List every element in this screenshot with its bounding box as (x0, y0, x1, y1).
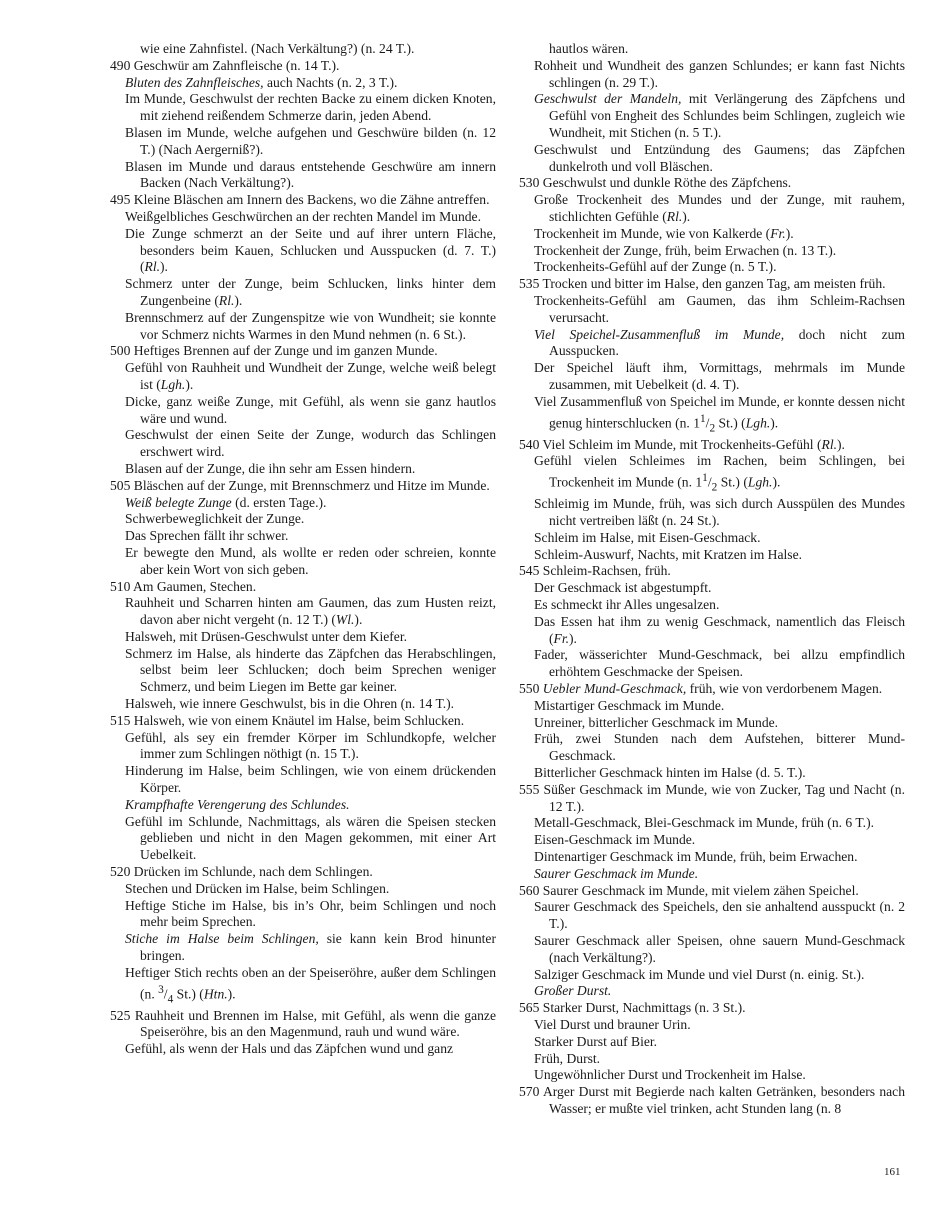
entry-text: Brennschmerz auf der Zungenspitze wie von Wundheit; sie konnte vor Schmerz nichts Warmes in den Mund nehmen (n. 6 St.). (125, 309, 496, 342)
entry-550 (519, 681, 905, 698)
entry-text: Die Zunge schmerzt an der Seite und auf ihrer untern Fläche, besonders beim Kauen, Schlucken und Ausspucken (d. 7. T.) (Rl.). (125, 225, 496, 275)
entry-number: 510 (110, 578, 134, 594)
left-column (110, 41, 496, 1058)
page-number: 161 (884, 1166, 901, 1178)
entry-text: Süßer Geschmack im Munde, wie von Zucker, Tag und Nacht (n. 12 T.). (543, 781, 905, 814)
entry-text: Es schmeckt ihr Alles ungesalzen. (534, 597, 720, 612)
entry-text: Halsweh, wie innere Geschwulst, bis in die Ohren (n. 14 T.). (125, 696, 455, 712)
entry-545 (519, 563, 905, 580)
entry-text: Bitterlicher Geschmack hinten im Halse (d. 5. T.). (534, 764, 806, 780)
entry-text: Saurer Geschmack aller Speisen, ohne sauern Mund-Geschmack (nach Verkältung?). (534, 932, 905, 965)
entry-495 (110, 192, 496, 209)
entry-text: Salziger Geschmack im Munde und viel Durst (n. einig. St.). (534, 966, 865, 982)
entry-text: Heftiger Stich rechts oben an der Speiseröhre, außer dem Schlingen (n. $^3/_4$ St.) (Htn.). (125, 964, 496, 1005)
entry-continuation: hautlos wären. (549, 41, 629, 56)
entry-text: Viel Zusammenfluß von Speichel im Munde, er konnte dessen nicht genug hinterschlucken (n. $1^1/_2$ St.) (Lgh.). (534, 393, 905, 434)
entry-number: 520 (110, 864, 134, 880)
entry-text: Dicke, ganz weiße Zunge, mit Gefühl, als wenn sie ganz hautlos wäre und wund. (125, 393, 496, 426)
entry-text: Saurer Geschmack im Munde, mit vielem zähen Speichel. (542, 882, 859, 898)
entry-number: 495 (110, 192, 134, 208)
entry-text: Gefühl vielen Schleimes im Rachen, beim Schlingen, bei Trockenheit im Munde (n. $1^1/_2$ St.) (Lgh.). (534, 453, 905, 494)
entry-text: Trocken und bitter im Halse, den ganzen Tag, am meisten früh. (542, 276, 886, 292)
entry-text: Schleim-Rachsen, früh. (542, 563, 671, 579)
entry-text: Trockenheits-Gefühl auf der Zunge (n. 5 T.). (534, 259, 777, 275)
entry-text: Geschwulst und Entzündung des Gaumens; das Zäpfchen dunkelroth und voll Bläschen. (534, 141, 905, 174)
entry-text: Mistartiger Geschmack im Munde. (534, 697, 725, 713)
entry-text: Bluten des Zahnfleisches, auch Nachts (n. 2, 3 T.). (125, 74, 398, 90)
entry-number: 525 (110, 1007, 135, 1023)
entry-number: 545 (519, 563, 543, 579)
entry-number: 570 (519, 1084, 543, 1100)
entry-number: 535 (519, 276, 543, 292)
entry-text: Weiß belegte Zunge (d. ersten Tage.). (125, 494, 327, 510)
entry-text: Schwerbeweglichkeit der Zunge. (125, 511, 305, 527)
entry-text: Dintenartiger Geschmack im Munde, früh, beim Erwachen. (534, 848, 858, 864)
entry-text: Der Geschmack ist abgestumpft. (534, 580, 712, 596)
entry-text: Arger Durst mit Begierde nach kalten Getränken, besonders nach Wasser; er mußte viel trinken, acht Stunden lang (n. 8 (542, 1084, 905, 1116)
entry-565 (519, 1000, 905, 1017)
entry-520 (110, 864, 496, 881)
right-column (519, 41, 905, 1118)
entry-text: Früh, Durst. (534, 1050, 601, 1066)
entry-text: Trockenheit im Munde, wie von Kalkerde (Fr.). (534, 225, 794, 241)
entry-text: Heftige Stiche im Halse, bis in’s Ohr, beim Schlingen und noch mehr beim Sprechen. (125, 897, 496, 930)
entry-number: 515 (110, 712, 134, 728)
entry-text: Stechen und Drücken im Halse, beim Schlingen. (125, 880, 390, 896)
entry-530 (519, 175, 905, 192)
entry-text: Viel Durst und brauner Urin. (534, 1016, 691, 1032)
entry-continuation: wie eine Zahnfistel. (Nach Verkältung?) (n. 24 T.). (140, 41, 415, 56)
entry-515 (110, 713, 496, 730)
entry-490 (110, 58, 496, 75)
entry-text: Starker Durst, Nachmittags (n. 3 St.). (542, 1000, 746, 1016)
entry-text: Schleim im Halse, mit Eisen-Geschmack. (534, 529, 761, 545)
entry-text: Gefühl, als wenn der Hals und das Zäpfchen wund und ganz (125, 1041, 454, 1057)
entry-text: Geschwulst der einen Seite der Zunge, wodurch das Schlingen erschwert wird. (125, 427, 496, 460)
entry-text: Hinderung im Halse, beim Schlingen, wie von einem drückenden Körper. (125, 763, 496, 796)
entry-text: Geschwür am Zahnfleische (n. 14 T.). (133, 57, 340, 73)
entry-text: Kleine Bläschen am Innern des Backens, wo die Zähne antreffen. (133, 192, 490, 208)
entry-text: Blasen auf der Zunge, die ihn sehr am Essen hindern. (125, 460, 416, 476)
entry-text: Weißgelbliches Geschwürchen an der rechten Mandel im Munde. (125, 208, 481, 224)
entry-number: 560 (519, 882, 543, 898)
entry-text: Halsweh, mit Drüsen-Geschwulst unter dem Kiefer. (125, 628, 407, 644)
entry-text: Drücken im Schlunde, nach dem Schlingen. (133, 864, 373, 880)
entry-500 (110, 343, 496, 360)
entry-text: Gefühl von Rauhheit und Wundheit der Zunge, welche weiß belegt ist (Lgh.). (125, 360, 496, 392)
entry-text: Große Trockenheit des Mundes und der Zunge, mit rauhem, stichlichten Gefühle (Rl.). (534, 192, 905, 224)
entry-text: Blasen im Munde, welche aufgehen und Geschwüre bilden (n. 12 T.) (Nach Aergerniß?). (125, 124, 496, 157)
entry-text: Unreiner, bitterlicher Geschmack im Munde. (534, 714, 779, 730)
entry-535 (519, 276, 905, 293)
entry-text: Uebler Mund-Geschmack, früh, wie von verdorbenem Magen. (542, 680, 883, 696)
entry-text: Das Essen hat ihm zu wenig Geschmack, namentlich das Fleisch (Fr.). (534, 613, 905, 646)
entry-text: Gefühl, als sey ein fremder Körper im Schlundkopfe, welcher immer zum Schlingen nöthigt (n. 15 T.). (125, 729, 496, 762)
entry-text: Stiche im Halse beim Schlingen, sie kann kein Brod hinunter bringen. (125, 931, 496, 964)
entry-text: Rauhheit und Scharren hinten am Gaumen, das zum Husten reizt, davon aber nicht vergeht (n. 12 T.) (Wl.). (125, 595, 496, 628)
entry-text: Blasen im Munde und daraus entstehende Geschwüre am innern Backen (Nach Verkältung?). (125, 158, 496, 191)
entry-text: Schmerz unter der Zunge, beim Schlucken, links hinter dem Zungenbeine (Rl.). (125, 276, 496, 308)
entry-text: Am Gaumen, Stechen. (133, 578, 257, 594)
entry-540 (519, 437, 905, 454)
entry-number: 565 (519, 1000, 543, 1016)
entry-525 (110, 1008, 496, 1042)
entry-555 (519, 782, 905, 816)
entry-text: Schleim-Auswurf, Nachts, mit Kratzen im Halse. (534, 546, 803, 562)
entry-text: Saurer Geschmack des Speichels, den sie anhaltend ausspuckt (n. 2 T.). (534, 899, 905, 932)
entry-number: 530 (519, 175, 543, 191)
entry-text: Bläschen auf der Zunge, mit Brennschmerz und Hitze im Munde. (133, 477, 490, 493)
entry-text: Im Munde, Geschwulst der rechten Backe zu einem dicken Knoten, mit ziehend reißendem Schmerze darin, jeden Abend. (125, 91, 496, 124)
entry-text: Saurer Geschmack im Munde. (534, 865, 699, 881)
entry-text: Ungewöhnlicher Durst und Trockenheit im Halse. (534, 1067, 806, 1083)
entry-number: 505 (110, 477, 134, 493)
entry-text: Er bewegte den Mund, als wollte er reden oder schreien, konnte aber kein Wort von sich geben. (125, 544, 496, 577)
entry-number: 500 (110, 343, 134, 359)
entry-text: Fader, wässerichter Mund-Geschmack, bei allzu empfindlich erhöhtem Geschmacke der Speisen. (534, 647, 905, 680)
entry-text: Viel Schleim im Munde, mit Trockenheits-Gefühl (Rl.). (542, 436, 845, 452)
entry-text: Geschwulst und dunkle Röthe des Zäpfchens. (542, 175, 792, 191)
entry-text: Schleimig im Munde, früh, was sich durch Ausspülen des Mundes nicht vertreiben läßt (n. 24 St.). (534, 496, 905, 529)
entry-510 (110, 579, 496, 596)
entry-text: Trockenheits-Gefühl am Gaumen, das ihm Schleim-Rachsen verursacht. (534, 292, 905, 325)
entry-text: Metall-Geschmack, Blei-Geschmack im Munde, früh (n. 6 T.). (534, 815, 874, 831)
entry-text: Trockenheit der Zunge, früh, beim Erwachen (n. 13 T.). (534, 242, 837, 258)
entry-text: Halsweh, wie von einem Knäutel im Halse, beim Schlucken. (133, 712, 465, 728)
entry-text: Rauhheit und Brennen im Halse, mit Gefühl, als wenn die ganze Speiseröhre, bis an den Magenmund, rauh und wund wäre. (134, 1007, 496, 1040)
entry-text: Großer Durst. (534, 983, 612, 999)
entry-text: Heftiges Brennen auf der Zunge und im ganzen Munde. (133, 343, 438, 359)
entry-number: 540 (519, 436, 543, 452)
entry-text: Schmerz im Halse, als hinderte das Zäpfchen das Herabschlingen, selbst beim leer Schlucken; doch beim Sprechen weniger Schmerz, und beim Liegen im Bette gar keiner. (125, 645, 496, 695)
entry-number: 550 (519, 680, 543, 696)
entry-text: Geschwulst der Mandeln, mit Verlängerung des Zäpfchens und Gefühl von Engheit des Schlundes beim Schlingen, zugleich wie Wundheit, mit Stichen (n. 5 T.). (534, 91, 905, 140)
entry-text: Der Speichel läuft ihm, Vormittags, mehrmals im Munde zusammen, mit Uebelkeit (d. 4. T). (534, 360, 905, 392)
entry-text: Eisen-Geschmack im Munde. (534, 832, 696, 848)
entry-text: Früh, zwei Stunden nach dem Aufstehen, bitterer Mund-Geschmack. (534, 731, 905, 764)
entry-text: Rohheit und Wundheit des ganzen Schlundes; er kann fast Nichts schlingen (n. 29 T.). (534, 57, 905, 90)
entry-560 (519, 883, 905, 900)
entry-text: Das Sprechen fällt ihr schwer. (125, 528, 289, 544)
entry-570 (519, 1084, 905, 1118)
entry-text: Starker Durst auf Bier. (534, 1033, 658, 1049)
entry-text: Viel Speichel-Zusammenfluß im Munde, doch nicht zum Ausspucken. (534, 326, 905, 359)
entry-number: 555 (519, 781, 544, 797)
entry-text: Gefühl im Schlunde, Nachmittags, als wären die Speisen stecken geblieben und nicht in den Magen gekommen, mit einer Art Uebelkeit. (125, 813, 496, 863)
entry-text: Krampfhafte Verengerung des Schlundes. (125, 796, 350, 812)
entry-505 (110, 478, 496, 495)
entry-number: 490 (110, 57, 134, 73)
